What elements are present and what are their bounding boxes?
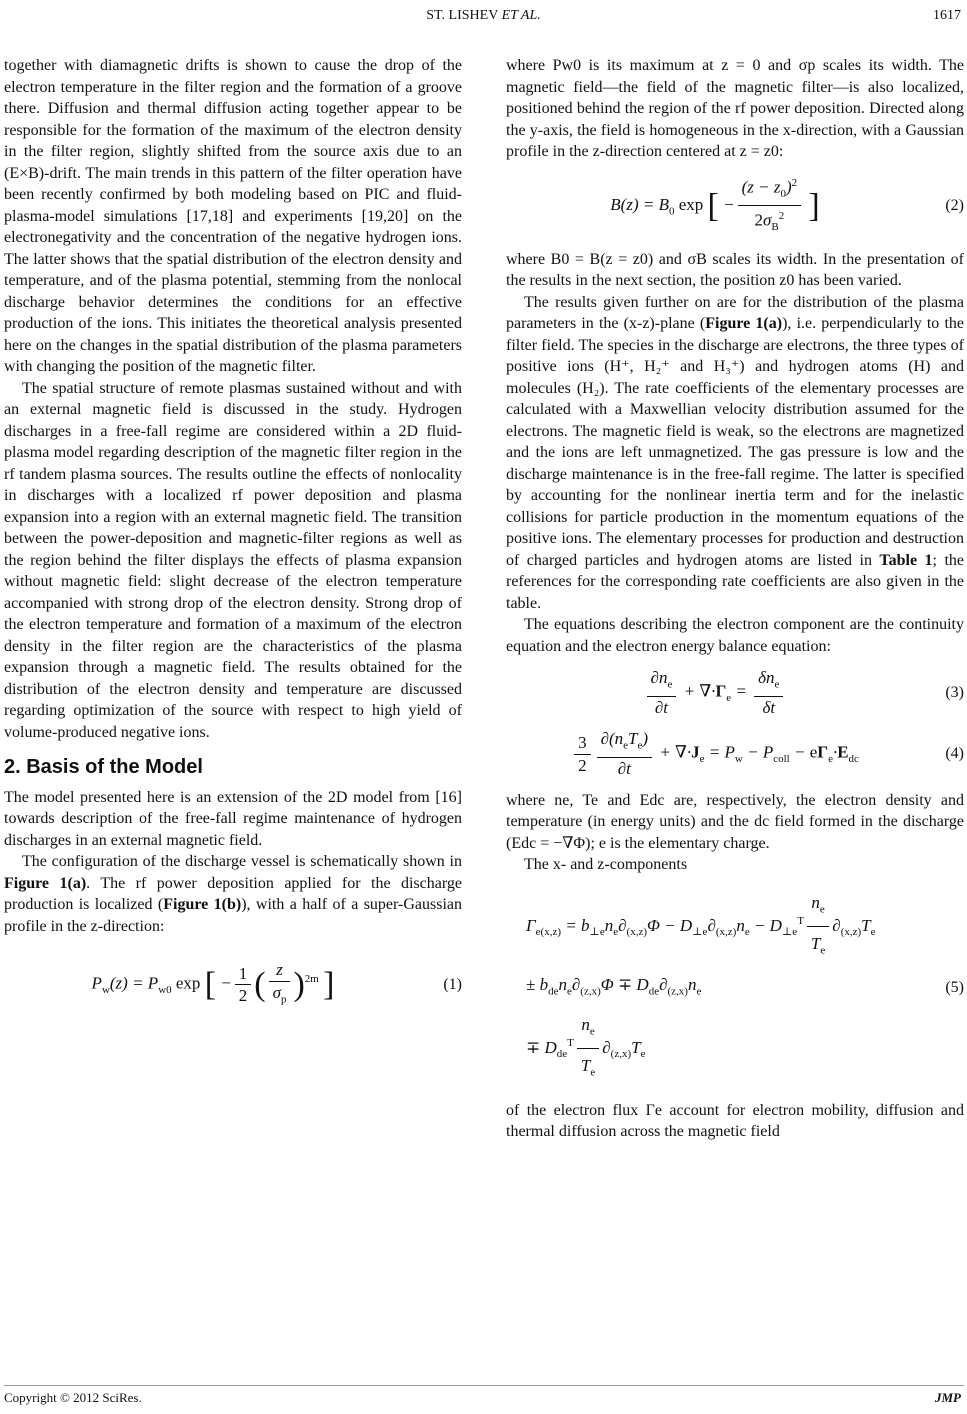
text-span: ), with a half of a super-Gaussian profile in the z-direction: xyxy=(4,896,463,935)
equation-2 xyxy=(506,173,964,239)
left-column xyxy=(4,55,462,1020)
equation-2-number: (2) xyxy=(945,196,964,214)
figure-ref-1a[interactable]: Figure 1(a) xyxy=(4,874,87,892)
equation-5-math: $\Gamma_{e(x,z)} = b_{\perp e}n_e\partial_{(x,z)}\Phi - D_{\perp e}\partial_{(x,z)}n_e - D_{\perp e}^T$ $\frac{n_e}{T_e}$ $\partial_{(x,z)}T_e$ ± $b_{de}n_e\partial_{(z,x)}\Phi \mp D_{de}\partial_{(z,x)}n_e$ ∓ $D_{de}^T$ $\frac{n_e}{T_e}$ $\partial_{(z,x)}T_e$ xyxy=(506,886,924,1090)
equation-1-number: (1) xyxy=(443,975,462,993)
paragraph-magnetic-field: where B0 = B(z = z0) and σB scales its width. In the presentation of the results in the next section, the position z0 has been varied. xyxy=(506,250,964,290)
equation-5 xyxy=(506,886,964,1090)
paragraph-intro-continued: together with diamagnetic drifts is shown to cause the drop of the electron temperature in the filter region and the formation of a groove there. Diffusion and thermal diffusion acting together appear to be responsible for the formation of the maximum of the electron density in the filter region, slightly shifted from the source axis due to an (E×B)-drift. The main trends in this pattern of the filter operation have been recently confirmed by both modeling based on PIC and fluid-plasma-model simulations [17,18] and experiments [19,20] on the electronegativity and the concentration of the negative hydrogen ions. The latter shows that the spatial distribution of the electron density and temperature, and of the plasma potential, stemming from the nonlocal discharge behavior determines the conditions for an effective production of the ions. This initiates the theoretical analysis presented here on the changes in the spatial distribution of the plasma parameters with changing the position of the magnetic filter. xyxy=(4,57,462,375)
paragraph-study-summary: The spatial structure of remote plasmas sustained without and with an external magnetic field is discussed in the study. Hydrogen discharges in a free-fall regime are considered within a 2D fluid-plasma model regarding description of the magnetic filter region in the rf tandem plasma sources. The results outline the effects of nonlocality in discharges with a localized rf power deposition and plasma expansion into a region with an external magnetic field. The transition between the power-deposition and magnetic-filter regions as well as the region behind the filter displays the effects of plasma expansion without magnetic field: slight decrease of the electron temperature accompanied with strong drop of the electron density. Strong drop of the electron temperature and formation of a maximum of the electron density in the filter region are the characteristics of the plasma expansion through a magnetic field. The results obtained for the distribution of the electron density and temperature are discussed regarding optimization of the source with respect to high yield of volume-produced negative ions. xyxy=(4,379,462,741)
page-footer xyxy=(0,1390,967,1410)
page-number: 1617 xyxy=(933,8,961,23)
paragraph-power-deposition: where Pw0 is its maximum at z = 0 and σp scales its width. The magnetic field—the field of the magnetic filter—is also localized, positioned behind the region of the rf power deposition. Directed along the y-axis, the field is homogeneous in the x-direction, with a Gaussian profile in the z-direction centered at z = z0: xyxy=(506,57,964,160)
right-column xyxy=(506,55,964,1143)
paragraph-components: The x- and z-components xyxy=(524,856,688,874)
paragraph-equations-intro: The equations describing the electron component are the continuity equation and the electron energy balance equation: xyxy=(506,616,964,655)
text-span: ), i.e. perpendicularly to the filter field. The species in the discharge are electrons, the three types of positive ions (H⁺, H₂⁺ and H₃⁺) and hydrogen atoms (H) and molecules (H₂). The rate coefficients of the elementary processes are calculated with a Maxwellian velocity distribution assumed for the electrons. The magnetic field is weak, so the electrons are magnetized and the ions are left unmagnetized. The gas pressure is low and the discharge maintenance is in the free-fall regime. The latter is specified by accounting for the nonlinear inertia term and for the inelastic collisions for particle production in the momentum equations of the positive ions. The elementary processes for production and destruction of charged particles and hydrogen atoms are listed in xyxy=(506,315,965,569)
equation-1 xyxy=(4,959,462,1010)
footer-rule xyxy=(4,1385,964,1386)
equation-3-number: (3) xyxy=(945,684,964,702)
equation-3-math: $\frac{\partial n_e}{\partial t}$ + $\nabla\cdot\Gamma_e$ = $\frac{\delta n_e}{\delta t}$ xyxy=(506,667,924,718)
table-ref-1[interactable]: Table 1 xyxy=(879,551,933,569)
equation-4 xyxy=(506,728,964,779)
paragraph-configuration xyxy=(4,851,462,937)
paragraph-species xyxy=(506,292,964,615)
text-span: ; the references for the corresponding rate coefficients are also given in the table. xyxy=(506,551,965,612)
page-header xyxy=(0,6,967,28)
figure-ref-1b[interactable]: Figure 1(b) xyxy=(163,896,242,913)
equation-5-number: (5) xyxy=(945,979,964,997)
text-span: The configuration of the discharge vessel is schematically shown in xyxy=(22,853,462,870)
text-span: The results given further on are for the distribution of the plasma parameters in the (x-z)-plane ( xyxy=(506,293,964,333)
section-title: 2. Basis of the Model xyxy=(4,756,203,778)
running-head xyxy=(0,8,967,24)
paragraph-model-extension: The model presented here is an extension of the 2D model from [16] towards description of the free-fall regime maintenance of hydrogen discharges in an external magnetic field. xyxy=(4,788,462,849)
equation-1-math: $P_w(z) = P_{w0}$ exp [ − $\frac{1}{2}$ ( $\frac{z}{\sigma_p}$ )$^{2m}$ ] xyxy=(91,960,335,1006)
text-span: . The rf power deposition applied for the discharge production is localized ( xyxy=(4,874,463,913)
equation-3 xyxy=(506,667,964,718)
equation-2-math: $B(z) = B_0$ exp [ − $\frac{(z - z_0)^2}{2\sigma_B^2}$ ] xyxy=(506,173,924,239)
equation-4-math: $\frac{3}{2}$ $\frac{\partial(n_eT_e)}{\partial t}$ + $\nabla\cdot J_e = P_w - P_{coll} - e\Gamma_e\cdot E_{dc}$ xyxy=(506,728,924,779)
paragraph-variables: where ne, Te and Edc are, respectively, the electron density and temperature (in energy units) and the dc field formed in the discharge (Edc = −∇Φ); e is the elementary charge. xyxy=(506,791,964,852)
running-head-etal: ET AL. xyxy=(501,8,541,23)
paragraph-electron-flux: of the electron flux Γe account for electron mobility, diffusion and thermal diffusion across the magnetic field xyxy=(506,1101,964,1141)
equation-4-number: (4) xyxy=(945,745,964,763)
footer-copyright: Copyright © 2012 SciRes. xyxy=(4,1390,142,1405)
footer-journal: JMP xyxy=(935,1390,961,1405)
running-head-authors: ST. LISHEV xyxy=(426,8,499,23)
figure-ref-1a-right[interactable]: Figure 1(a) xyxy=(705,315,783,333)
